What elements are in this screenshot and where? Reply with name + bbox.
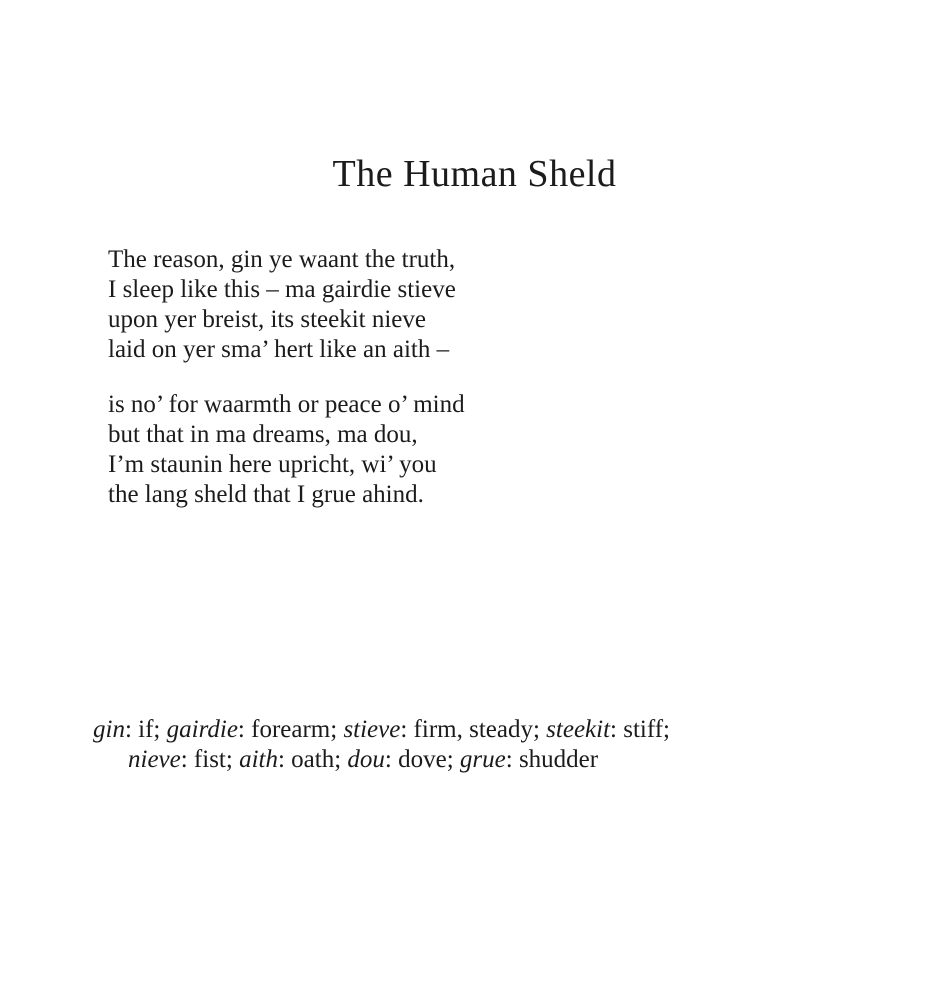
poem-title: The Human Sheld: [332, 153, 617, 195]
glossary-term: stieve: [343, 716, 401, 743]
glossary: [93, 715, 670, 775]
glossary-term: dou: [347, 746, 385, 773]
glossary-definition: : if;: [124, 716, 167, 743]
glossary-definition: : oath;: [277, 746, 348, 773]
glossary-line: [128, 745, 670, 775]
glossary-term: gairdie: [166, 716, 238, 743]
glossary-definition: : forearm;: [237, 716, 344, 743]
poem-body: [108, 245, 465, 535]
glossary-definition: : firm, steady;: [400, 716, 547, 743]
glossary-term: grue: [459, 746, 506, 773]
glossary-line: [93, 715, 670, 745]
glossary-term: gin: [93, 716, 125, 743]
poem-line: but that in ma dreams, ma dou,: [108, 421, 418, 448]
stanza: [108, 245, 465, 365]
poem-line: laid on yer sma’ hert like an aith –: [108, 336, 450, 363]
poem-line: I sleep like this – ma gairdie stieve: [108, 276, 456, 303]
glossary-term: aith: [239, 746, 278, 773]
glossary-definition: : fist;: [180, 746, 240, 773]
poem-line: I’m staunin here upricht, wi’ you: [108, 451, 437, 478]
glossary-term: steekit: [546, 716, 611, 743]
poem-line: the lang sheld that I grue ahind.: [108, 481, 424, 508]
glossary-definition: : dove;: [384, 746, 460, 773]
poem-line: is no’ for waarmth or peace o’ mind: [108, 391, 465, 418]
glossary-definition: : stiff;: [610, 716, 670, 743]
poem-line: upon yer breist, its steekit nieve: [108, 306, 426, 333]
glossary-term: nieve: [128, 746, 181, 773]
glossary-definition: : shudder: [505, 746, 599, 773]
stanza: [108, 390, 465, 510]
poem-line: The reason, gin ye waant the truth,: [108, 246, 456, 273]
